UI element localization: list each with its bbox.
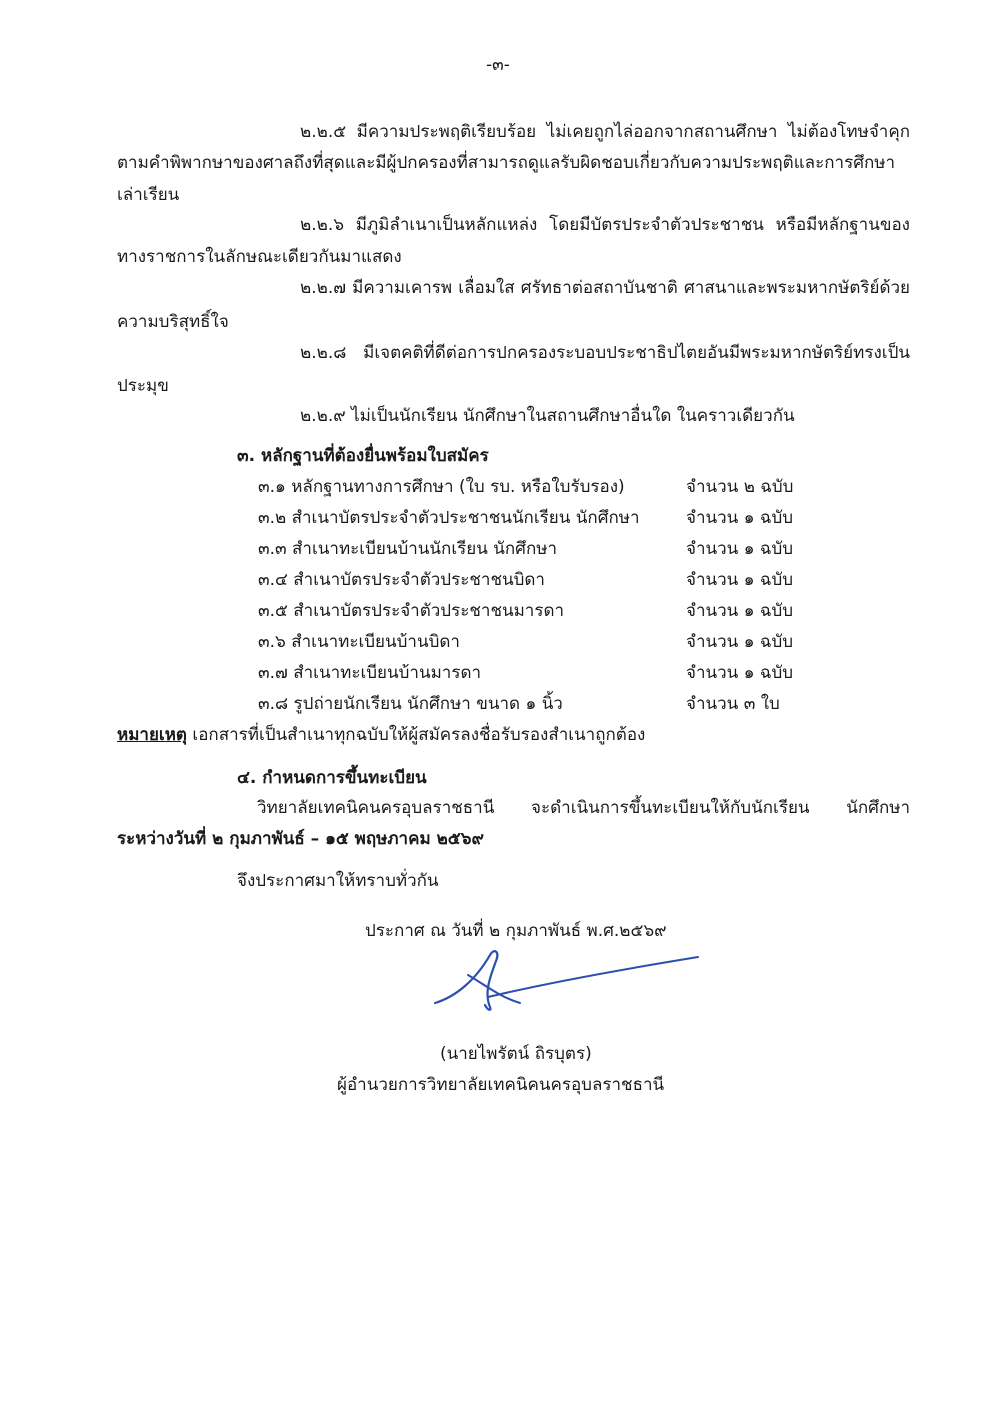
- document-quantity: จำนวน ๑ ฉบับ: [686, 632, 794, 652]
- note-label: หมายเหตุ: [117, 725, 187, 745]
- item-228-line1: ๒.๒.๘ มีเจตคติที่ดีต่อการปกครองระบอบประชาธิปไตยอันมีพระมหากษัตริย์ทรงเป็น: [300, 343, 910, 363]
- section4-period: ระหว่างวันที่ ๒ กุมภาพันธ์ – ๑๕ พฤษภาคม ๒๕๖๙: [117, 829, 484, 849]
- item-225-line3: เล่าเรียน: [117, 185, 180, 205]
- document-row: [258, 600, 808, 622]
- document-quantity: จำนวน ๑ ฉบับ: [686, 601, 794, 621]
- document-row: [258, 538, 808, 560]
- closing-statement: จึงประกาศมาให้ทราบทั่วกัน: [237, 871, 439, 891]
- announcement-date: ประกาศ ณ วันที่ ๒ กุมภาพันธ์ พ.ศ.๒๕๖๙: [365, 921, 667, 941]
- signatory-name: (นายไพรัตน์ ถิรบุตร): [440, 1044, 592, 1064]
- document-label: ๓.๖ สำเนาทะเบียนบ้านบิดา: [258, 632, 460, 652]
- note-text: เอกสารที่เป็นสำเนาทุกฉบับให้ผู้สมัครลงชื่อรับรองสำเนาถูกต้อง: [186, 725, 646, 745]
- item-227-line1: ๒.๒.๗ มีความเคารพ เลื่อมใส ศรัทธาต่อสถาบันชาติ ศาสนาและพระมหากษัตริย์ด้วย: [300, 278, 910, 298]
- document-label: ๓.๒ สำเนาบัตรประจำตัวประชาชนนักเรียน นักศึกษา: [258, 508, 640, 528]
- document-row: [258, 631, 808, 653]
- section4-line1: วิทยาลัยเทคนิคนครอุบลราชธานี จะดำเนินการขึ้นทะเบียนให้กับนักเรียน นักศึกษา: [257, 798, 910, 818]
- document-row: [258, 569, 808, 591]
- note: [117, 724, 645, 746]
- document-row: [258, 693, 808, 715]
- item-229: ๒.๒.๙ ไม่เป็นนักเรียน นักศึกษาในสถานศึกษาอื่นใด ในคราวเดียวกัน: [300, 406, 795, 426]
- document-row: [258, 476, 808, 498]
- page-number: -๓-: [486, 55, 510, 75]
- document-label: ๓.๑ หลักฐานทางการศึกษา (ใบ รบ. หรือใบรับรอง): [258, 477, 625, 497]
- section4-heading: ๔. กำหนดการขึ้นทะเบียน: [237, 768, 427, 788]
- document-quantity: จำนวน ๑ ฉบับ: [686, 539, 794, 559]
- document-row: [258, 662, 808, 684]
- item-225-line1: ๒.๒.๕ มีความประพฤติเรียบร้อย ไม่เคยถูกไล่ออกจากสถานศึกษา ไม่ต้องโทษจำคุก: [300, 122, 910, 142]
- document-quantity: จำนวน ๓ ใบ: [686, 694, 780, 714]
- document-label: ๓.๘ รูปถ่ายนักเรียน นักศึกษา ขนาด ๑ นิ้ว: [258, 694, 563, 714]
- section3-heading: ๓. หลักฐานที่ต้องยื่นพร้อมใบสมัคร: [237, 446, 489, 466]
- document-quantity: จำนวน ๑ ฉบับ: [686, 508, 794, 528]
- document-label: ๓.๗ สำเนาทะเบียนบ้านมารดา: [258, 663, 482, 683]
- item-226-line1: ๒.๒.๖ มีภูมิลำเนาเป็นหลักแหล่ง โดยมีบัตรประจำตัวประชาชน หรือมีหลักฐานของ: [300, 215, 910, 235]
- signatory-position: ผู้อำนวยการวิทยาลัยเทคนิคนครอุบลราชธานี: [337, 1075, 665, 1095]
- document-label: ๓.๕ สำเนาบัตรประจำตัวประชาชนมารดา: [258, 601, 565, 621]
- signature-mark: [430, 945, 705, 1020]
- item-227-line2: ความบริสุทธิ์ใจ: [117, 312, 229, 332]
- document-row: [258, 507, 808, 529]
- item-226-line2: ทางราชการในลักษณะเดียวกันมาแสดง: [117, 247, 402, 267]
- document-quantity: จำนวน ๑ ฉบับ: [686, 663, 794, 683]
- item-225-line2: ตามคำพิพากษาของศาลถึงที่สุดและมีผู้ปกครองที่สามารถดูแลรับผิดชอบเกี่ยวกับความประพฤติและการศึกษา: [117, 153, 896, 173]
- document-label: ๓.๓ สำเนาทะเบียนบ้านนักเรียน นักศึกษา: [258, 539, 558, 559]
- item-228-line2: ประมุข: [117, 376, 169, 396]
- document-quantity: จำนวน ๒ ฉบับ: [686, 477, 794, 497]
- document-quantity: จำนวน ๑ ฉบับ: [686, 570, 794, 590]
- document-label: ๓.๔ สำเนาบัตรประจำตัวประชาชนบิดา: [258, 570, 545, 590]
